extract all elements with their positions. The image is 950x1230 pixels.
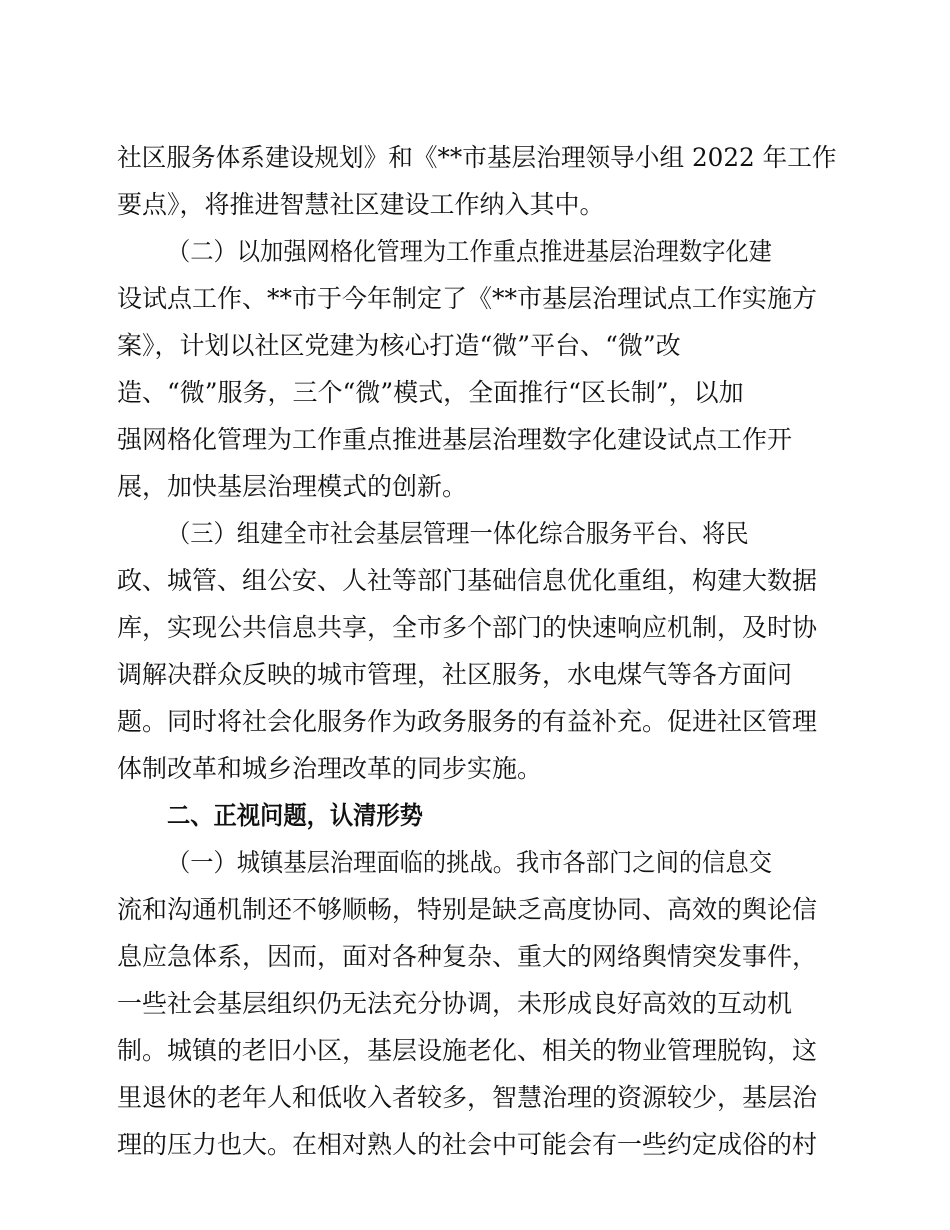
text-line: 强网格化管理为工作重点推进基层治理数字化建设试点工作开 (117, 425, 793, 454)
text-line: 展，加快基层治理模式的创新。 (117, 472, 468, 501)
text-line: 流和沟通机制还不够顺畅，特别是缺乏高度协同、高效的舆论信 (117, 895, 818, 924)
text-line: 库，实现公共信息共享，全市多个部门的快速响应机制，及时协 (117, 613, 818, 642)
text-line: 理的压力也大。在相对熟人的社会中可能会有一些约定成俗的村 (117, 1130, 818, 1159)
text-line: 案》，计划以社区党建为核心打造“微”平台、“微”改 (117, 331, 681, 360)
text-line: 制。城镇的老旧小区，基层设施老化、相关的物业管理脱钩，这 (117, 1036, 818, 1065)
text-line: 一些社会基层组织仍无法充分协调，未形成良好高效的互动机 (117, 989, 793, 1018)
section-heading: 二、正视问题，认清形势 (167, 801, 423, 830)
text-line: 题。同时将社会化服务作为政务服务的有益补充。促进社区管理 (117, 707, 818, 736)
text-line: 息应急体系，因而，面对各种复杂、重大的网络舆情突发事件， (117, 942, 818, 971)
text-line: 政、城管、组公安、人社等部门基础信息优化重组，构建大数据 (117, 566, 818, 595)
text-line: 体制改革和城乡治理改革的同步实施。 (117, 754, 543, 783)
text-line: 要点》，将推进智慧社区建设工作纳入其中。 (117, 190, 605, 219)
paragraph-first-line: （二）以加强网格化管理为工作重点推进基层治理数字化建 (167, 237, 772, 266)
text-line: 社区服务体系建设规划》和《**市基层治理领导小组 2022 年工作 (117, 143, 837, 172)
paragraph-first-line: （三）组建全市社会基层管理一体化综合服务平台、将民 (167, 519, 749, 548)
text-line: 设试点工作、**市于今年制定了《**市基层治理试点工作实施方 (117, 284, 818, 313)
text-line: 造、“微”服务，三个“微”模式，全面推行“区长制”，以加 (117, 378, 744, 407)
paragraph-first-line: （一）城镇基层治理面临的挑战。我市各部门之间的信息交 (167, 848, 772, 877)
text-line: 里退休的老年人和低收入者较多，智慧治理的资源较少，基层治 (117, 1083, 818, 1112)
text-line: 调解决群众反映的城市管理，社区服务，水电煤气等各方面问 (117, 660, 793, 689)
